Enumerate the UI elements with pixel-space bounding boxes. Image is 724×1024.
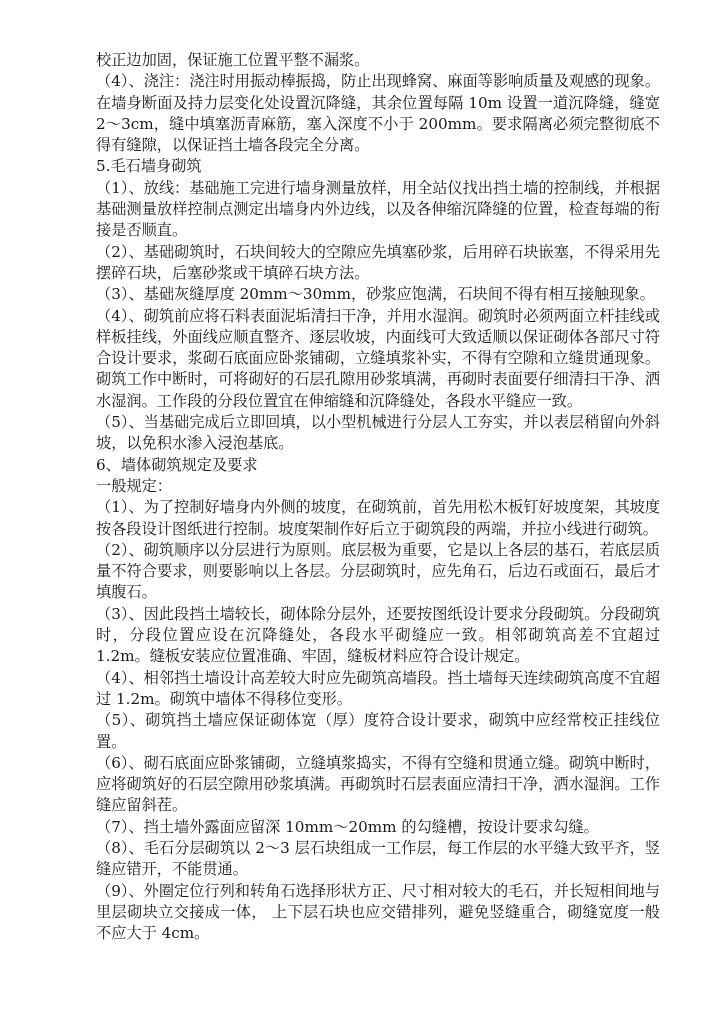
rule-item-2: （2）、砌筑顺序以分层进行为原则。底层极为重要，它是以上各层的基石，若底层质量不符合要求，则要影响以上各层。分层砌筑时，应先角石，后边石或面石，最后才填腹石。 bbox=[96, 540, 661, 602]
paragraph-mortar-joint: （3）、基础灰缝厚度 20mm～30mm，砂浆应饱满，石块间不得有相互接触现象。 bbox=[96, 285, 655, 304]
document-page bbox=[96, 50, 660, 944]
subheading-general-rules: 一般规定： bbox=[96, 476, 172, 495]
section-heading-wall-requirements: 6、墙体砌筑规定及要求 bbox=[96, 455, 258, 474]
rule-item-8: （8）、毛石分层砌筑以 2～3 层石块组成一工作层，每工作层的水平缝大致平齐，竖缝应错开，不能贯通。 bbox=[96, 838, 660, 879]
rule-item-3: （3）、因此段挡土墙较长，砌体除分层外，还要按图纸设计要求分段砌筑。分段砌筑时，分段位置应设在沉降缝处，各段水平砌缝应一致。相邻砌筑高差不宜超过 1.2m。缝板安装应位置准确、牢固，缝板材料应符合设计规定。 bbox=[96, 604, 661, 666]
section-heading-masonry-wall: 5.毛石墙身砌筑 bbox=[96, 157, 202, 176]
paragraph-foundation-masonry: （2）、基础砌筑时，石块间较大的空隙应先填塞砂浆，后用碎石块嵌塞，不得采用先摆碎石块，后塞砂浆或干填碎石块方法。 bbox=[96, 242, 661, 282]
rule-item-9: （9）、外圈定位行列和转角石选择形状方正、尺寸相对较大的毛石，并长短相间地与里层砌块立交接成一体， 上下层石块也应交错排列，避免竖缝重合，砌缝宽度一般不应大于 4cm。 bbox=[96, 881, 661, 943]
rule-item-7: （7）、挡土墙外露面应留深 10mm～20mm 的勾缝槽，按设计要求勾缝。 bbox=[96, 817, 599, 836]
rule-item-1: （1）、为了控制好墙身内外侧的坡度，在砌筑前，首先用松木板钉好坡度架，其坡度按各段设计图纸进行控制。坡度架制作好后立于砌筑段的两端，并拉小线进行砌筑。 bbox=[96, 498, 661, 538]
rule-item-4: （4）、相邻挡土墙设计高差较大时应先砌筑高墙段。挡土墙每天连续砌筑高度不宜超过 1.2m。砌筑中墙体不得移位变形。 bbox=[96, 668, 661, 708]
rule-item-5: （5）、砌筑挡土墙应保证砌体宽（厚）度符合设计要求，砌筑中应经常校正挂线位置。 bbox=[96, 711, 660, 751]
paragraph-before-masonry: （4）、砌筑前应将石料表面泥垢清扫干净，并用水湿润。砌筑时必须两面立杆挂线或样板挂线，外面线应顺直整齐、逐层收坡，内面线可大致适顺以保证砌体各部尺寸符合设计要求，浆砌石底面应卧浆铺砌，立缝填浆补实，不得有空隙和立缝贯通现象。砌筑工作中断时，可将砌好的石层孔隙用砂浆填满，再砌时表面要仔细清扫干净、洒水湿润。工作段的分段位置宜在伸缩缝和沉降缝处，各段水平缝应一致。 bbox=[96, 306, 661, 410]
rule-item-6: （6）、砌石底面应卧浆铺砌，立缝填浆捣实，不得有空缝和贯通立缝。砌筑中断时，应将砌筑好的石层空隙用砂浆填满。再砌筑时石层表面应清扫干净，洒水湿润。工作缝应留斜茬。 bbox=[96, 753, 661, 815]
paragraph-pouring: （4）、浇注：浇注时用振动棒振捣，防止出现蜂窝、麻面等影响质量及观感的现象。在墙身断面及持力层变化处设置沉降缝，其余位置每隔 10m 设置一道沉降缝，缝宽 2～3cm，缝中填塞沥青麻筋，塞入深度不小于 200mm。要求隔离必须完整彻底不得有缝隙，以保证挡土墙各段完全分离。 bbox=[96, 72, 661, 155]
paragraph-continuation: 校正边加固，保证施工位置平整不漏浆。 bbox=[96, 51, 370, 69]
paragraph-backfill: （5）、当基础完成后立即回填，以小型机械进行分层人工夯实，并以表层稍留向外斜坡，以免积水渗入浸泡基底。 bbox=[96, 413, 661, 453]
paragraph-setting-out: （1）、放线：基础施工完进行墙身测量放样，用全站仪找出挡土墙的控制线，并根据基础测量放样控制点测定出墙身内外边线，以及各伸缩沉降缝的位置，检查每端的衔接是否顺直。 bbox=[96, 178, 661, 240]
